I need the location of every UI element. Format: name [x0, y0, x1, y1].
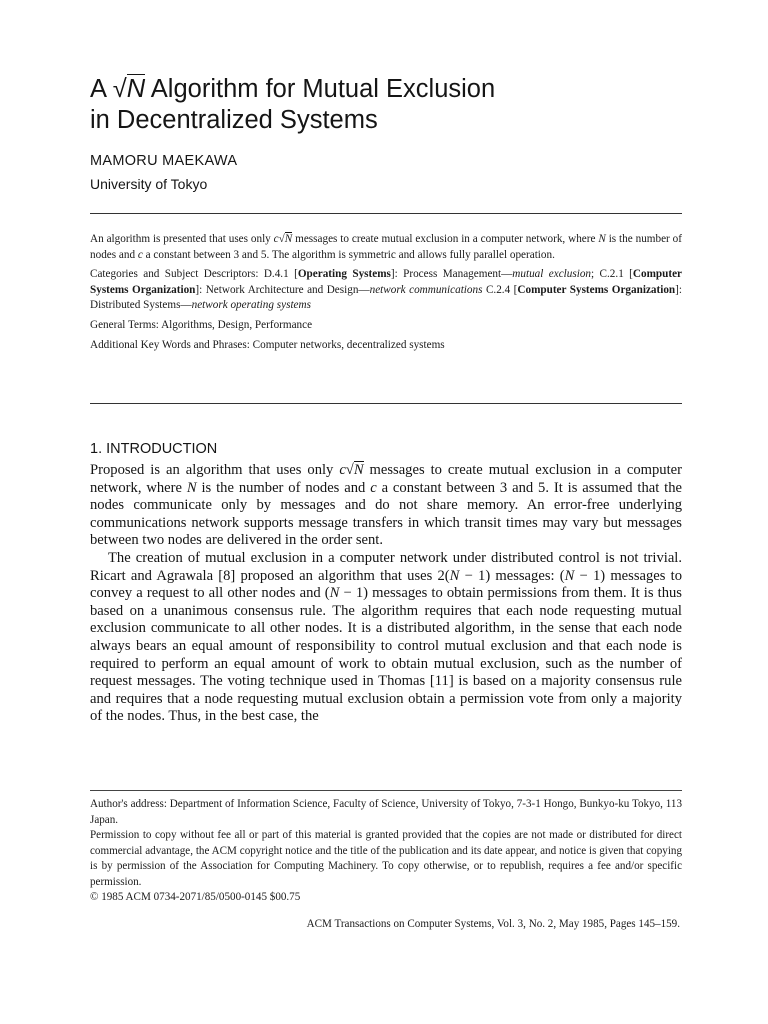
journal-citation: ACM Transactions on Computer Systems, Vol. 3, No. 2, May 1985, Pages 145–159.	[306, 918, 680, 930]
author-name: MAMORU MAEKAWA	[90, 153, 238, 169]
body-paragraph-2: The creation of mutual exclusion in a computer network under distributed control is not trivial. Ricart and Agrawala [8] proposed an algorithm that uses 2(N − 1) messages: (N − 1) messages to convey a request to all other nodes and (N − 1) messages to obtain permissions from them. It is thus based on a unanimous consensus rule. The algorithm requires that each node requesting mutual exclusion communicate to all other nodes. It is a distributed algorithm, in the sense that each node always bears an equal amount of responsibility to control mutual exclusion and that each node is required to perform an equal amount of work to obtain mutual exclusion, such as the number of request messages. The voting technique used in Thomas [11] is based on a majority consensus rule and requires that a node requesting mutual exclusion obtain a permission vote from only a majority of the nodes. Thus, in the best case, the	[90, 549, 682, 725]
keywords: Additional Key Words and Phrases: Computer networks, decentralized systems	[90, 338, 445, 351]
body-text	[90, 462, 682, 726]
section-heading: 1. INTRODUCTION	[90, 441, 218, 457]
abstract-top-rule	[90, 213, 682, 214]
author-address: Author's address: Department of Information Science, Faculty of Science, University of Tokyo, 7-3-1 Hongo, Bunkyo-ku Tokyo, 113 Japan.	[90, 798, 682, 826]
author-affiliation: University of Tokyo	[90, 176, 208, 192]
sqrt-symbol: √N	[112, 75, 146, 103]
abstract	[90, 232, 682, 357]
footnotes	[90, 797, 682, 906]
permission-notice: Permission to copy without fee all or part of this material is granted provided that the copies are not made or distributed for direct commercial advantage, the ACM copyright notice and the title of the publication and its date appear, and notice is given that copying is by permission of the Association for Computing Machinery. To copy otherwise, or to republish, requires a fee and/or specific permission.	[90, 829, 682, 888]
title-line-2: in Decentralized Systems	[90, 106, 378, 134]
paper-title	[90, 74, 690, 136]
abstract-paragraph: An algorithm is presented that uses only c√N messages to create mutual exclusion in a computer network, where N is the number of nodes and c a constant between 3 and 5. The algorithm is symmetric and allows fully parallel operation.	[90, 233, 682, 261]
categories-descriptors: Categories and Subject Descriptors: D.4.1 [Operating Systems]: Process Management—mutual exclusion; C.2.1 [Computer Systems Organization]: Network Architecture and Design—network communications C.2.4 [Computer Systems Organization]: Distributed Systems—network operating systems	[90, 268, 683, 312]
copyright-line: © 1985 ACM 0734-2071/85/0500-0145 $00.75	[90, 891, 301, 903]
general-terms: General Terms: Algorithms, Design, Performance	[90, 318, 313, 331]
title-line-1: A √N Algorithm for Mutual Exclusion	[90, 75, 496, 103]
footnote-rule	[90, 790, 682, 791]
abstract-bottom-rule	[90, 403, 682, 404]
body-paragraph-1: Proposed is an algorithm that uses only c√N messages to create mutual exclusion in a computer network, where N is the number of nodes and c a constant between 3 and 5. It is assumed that the nodes communicate only by messages and do not share memory. An error-free underlying communications network supports message transfers in which transit times may vary but messages between two nodes are delivered in the order sent.	[90, 462, 683, 549]
